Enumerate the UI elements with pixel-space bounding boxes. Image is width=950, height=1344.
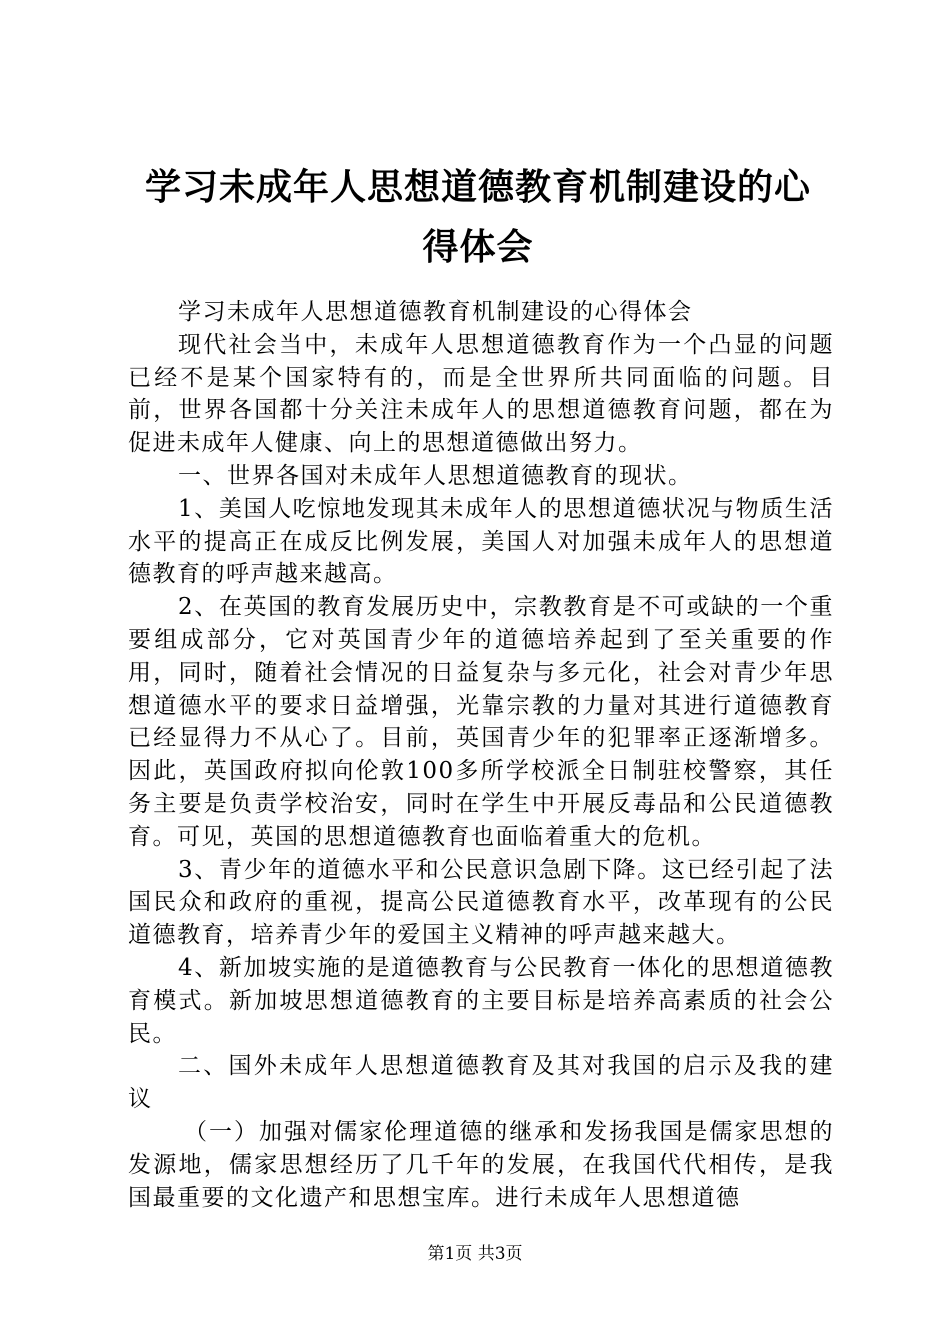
- page-footer: 第1页 共3页: [427, 1244, 523, 1264]
- paragraph-france: 3、青少年的道德水平和公民意识急剧下降。这已经引起了法国民众和政府的重视，提高公民道德教育水平，改革现有的公民道德教育，培养青少年的爱国主义精神的呼声越来越大。: [128, 856, 834, 949]
- paragraph-confucian: （一）加强对儒家伦理道德的继承和发扬我国是儒家思想的发源地，儒家思想经历了几千年的发展，在我国代代相传，是我国最重要的文化遗产和思想宝库。进行未成年人思想道德: [128, 1118, 834, 1211]
- section-heading-1: 一、世界各国对未成年人思想道德教育的现状。: [178, 462, 693, 489]
- paragraph-subtitle: 学习未成年人思想道德教育机制建设的心得体会: [178, 299, 693, 325]
- paragraph-singapore: 4、新加坡实施的是道德教育与公民教育一体化的思想道德教育模式。新加坡思想道德教育的主要目标是培养高素质的社会公民。: [128, 954, 834, 1047]
- document-title: 学习未成年人思想道德教育机制建设的心得体会: [144, 167, 811, 268]
- section-heading-2: 二、国外未成年人思想道德教育及其对我国的启示及我的建议: [128, 1053, 834, 1113]
- paragraph-uk: 2、在英国的教育发展历史中，宗教教育是不可或缺的一个重要组成部分，它对英国青少年的道德培养起到了至关重要的作用，同时，随着社会情况的日益复杂与多元化，社会对青少年思想道德水平的要求日益增强，光靠宗教的力量对其进行道德教育已经显得力不从心了。目前，英国青少年的犯罪率正逐渐增多。因此，英国政府拟向伦敦100多所学校派全日制驻校警察，其任务主要是负责学校治安，同时在学生中开展反毒品和公民道德教育。可见，英国的思想道德教育也面临着重大的危机。: [128, 594, 834, 850]
- paragraph-intro: 现代社会当中，未成年人思想道德教育作为一个凸显的问题已经不是某个国家特有的，而是全世界所共同面临的问题。目前，世界各国都十分关注未成年人的思想道德教育问题，都在为促进未成年人健康、向上的思想道德做出努力。: [128, 331, 834, 457]
- paragraph-usa: 1、美国人吃惊地发现其未成年人的思想道德状况与物质生活水平的提高正在成反比例发展，美国人对加强未成年人的思想道德教育的呼声越来越高。: [128, 495, 834, 588]
- document-body: [128, 296, 834, 1214]
